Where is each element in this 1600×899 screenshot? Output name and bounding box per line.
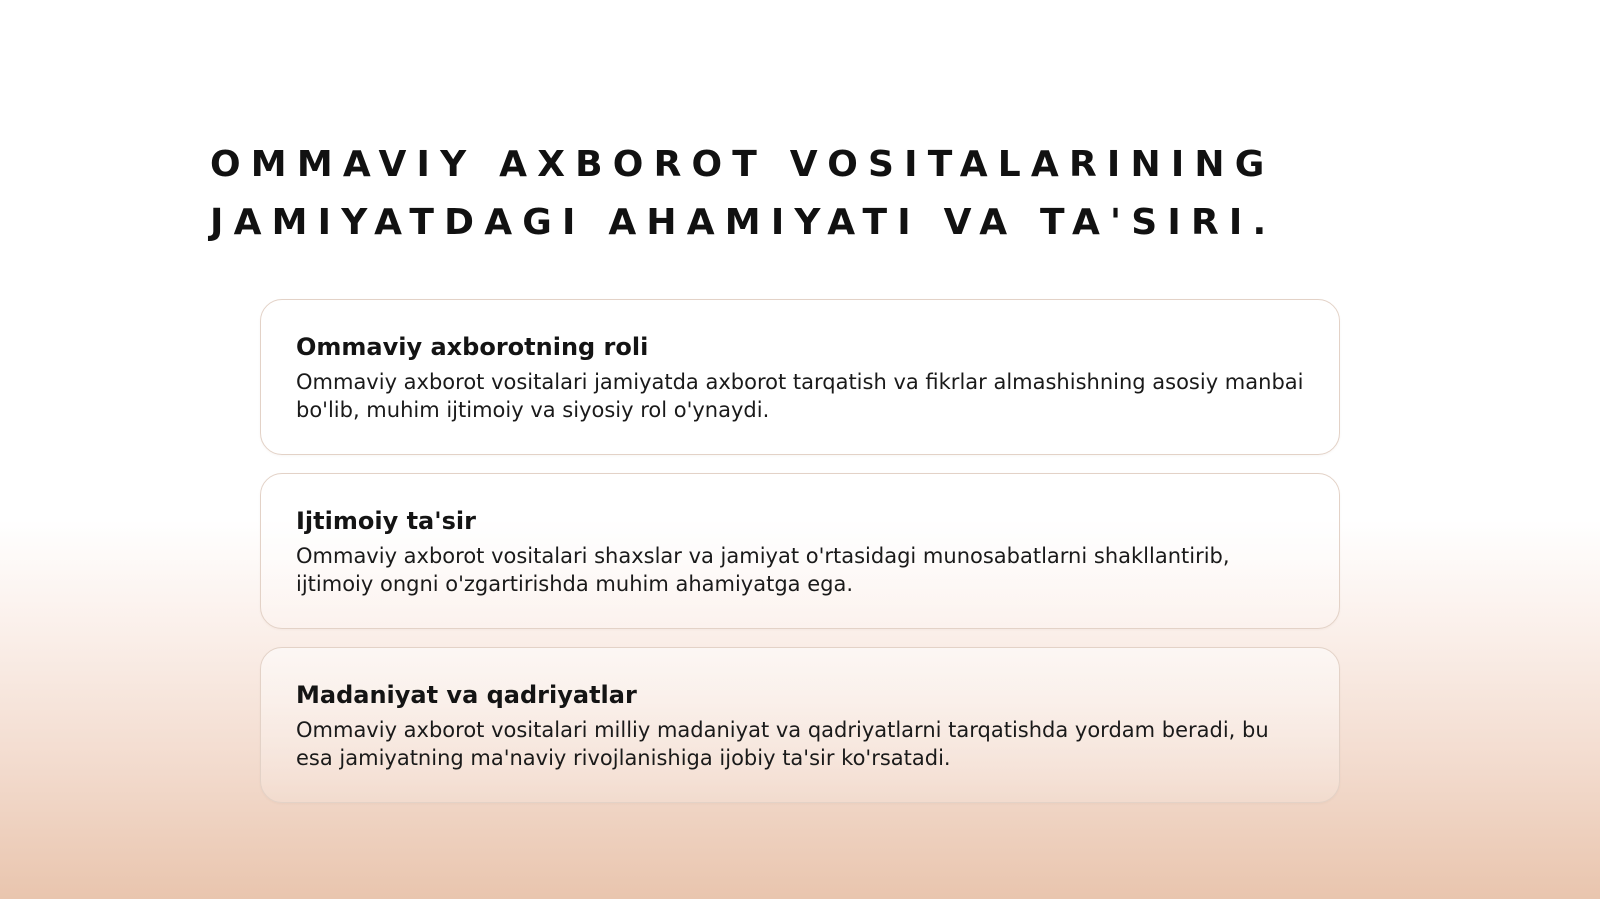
card-media-role (260, 299, 1340, 455)
card-title: Ommaviy axborotning roli (296, 333, 649, 361)
card-text: Ommaviy axborot vositalari milliy madaniyat va qadriyatlarni tarqatishda yordam beradi, bu esa jamiyatning ma'naviy rivojlanishiga ijobiy ta'sir ko'rsatadi. (296, 718, 1269, 770)
card-text: Ommaviy axborot vositalari shaxslar va jamiyat o'rtasidagi munosabatlarni shakllantirib, ijtimoiy ongni o'zgartirishda muhim ahamiyatga ega. (296, 544, 1230, 596)
card-title: Madaniyat va qadriyatlar (296, 681, 637, 709)
slide-title: OMMAVIY AXBOROT VOSITALARINING JAMIYATDAGI AHAMIYATI VA TA'SIRI. (210, 144, 1277, 243)
card-list (260, 299, 1340, 821)
card-title: Ijtimoiy ta'sir (296, 507, 476, 535)
card-text: Ommaviy axborot vositalari jamiyatda axborot tarqatish va fikrlar almashishning asosiy manbai bo'lib, muhim ijtimoiy va siyosiy rol o'ynaydi. (296, 370, 1304, 422)
card-culture-values (260, 647, 1340, 803)
card-social-impact (260, 473, 1340, 629)
